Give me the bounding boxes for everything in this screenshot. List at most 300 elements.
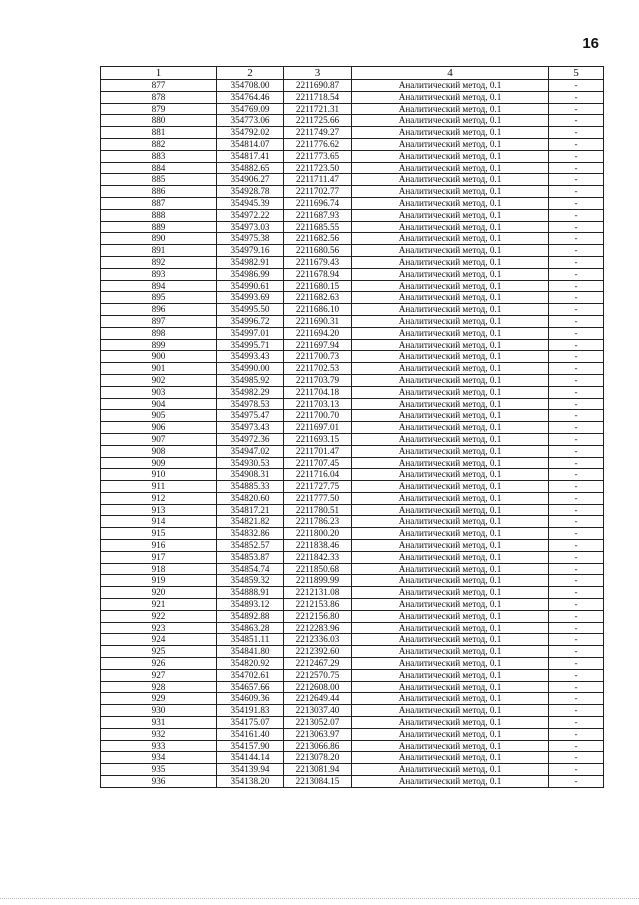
point-number-cell: 936 [101, 776, 217, 788]
point-number-cell: 921 [101, 599, 217, 611]
point-number-cell: 884 [101, 162, 217, 174]
y-coordinate-cell: 2211682.56 [284, 233, 352, 245]
table-row [101, 752, 604, 764]
note-cell: - [549, 504, 604, 516]
point-number-cell: 880 [101, 115, 217, 127]
table-row [101, 469, 604, 481]
table-row [101, 268, 604, 280]
method-accuracy-cell: Аналитический метод, 0.1 [352, 610, 549, 622]
y-coordinate-cell: 2211687.93 [284, 209, 352, 221]
table-row [101, 693, 604, 705]
y-coordinate-cell: 2212283.96 [284, 622, 352, 634]
y-coordinate-cell: 2211716.04 [284, 469, 352, 481]
note-cell: - [549, 410, 604, 422]
x-coordinate-cell: 354972.36 [217, 433, 284, 445]
y-coordinate-cell: 2212153.86 [284, 599, 352, 611]
header-col-4: 4 [352, 67, 549, 80]
table-row [101, 150, 604, 162]
table-row [101, 540, 604, 552]
note-cell: - [549, 610, 604, 622]
y-coordinate-cell: 2211704.18 [284, 386, 352, 398]
method-accuracy-cell: Аналитический метод, 0.1 [352, 162, 549, 174]
method-accuracy-cell: Аналитический метод, 0.1 [352, 622, 549, 634]
method-accuracy-cell: Аналитический метод, 0.1 [352, 280, 549, 292]
method-accuracy-cell: Аналитический метод, 0.1 [352, 233, 549, 245]
y-coordinate-cell: 2211749.27 [284, 127, 352, 139]
note-cell: - [549, 245, 604, 257]
x-coordinate-cell: 354708.00 [217, 80, 284, 92]
method-accuracy-cell: Аналитический метод, 0.1 [352, 115, 549, 127]
note-cell: - [549, 705, 604, 717]
y-coordinate-cell: 2211702.53 [284, 363, 352, 375]
x-coordinate-cell: 354817.21 [217, 504, 284, 516]
note-cell: - [549, 587, 604, 599]
method-accuracy-cell: Аналитический метод, 0.1 [352, 422, 549, 434]
method-accuracy-cell: Аналитический метод, 0.1 [352, 197, 549, 209]
method-accuracy-cell: Аналитический метод, 0.1 [352, 681, 549, 693]
x-coordinate-cell: 354852.57 [217, 540, 284, 552]
y-coordinate-cell: 2211718.54 [284, 91, 352, 103]
note-cell: - [549, 256, 604, 268]
x-coordinate-cell: 354997.01 [217, 327, 284, 339]
note-cell: - [549, 622, 604, 634]
y-coordinate-cell: 2211700.73 [284, 351, 352, 363]
point-number-cell: 894 [101, 280, 217, 292]
method-accuracy-cell: Аналитический метод, 0.1 [352, 186, 549, 198]
point-number-cell: 897 [101, 315, 217, 327]
method-accuracy-cell: Аналитический метод, 0.1 [352, 776, 549, 788]
point-number-cell: 883 [101, 150, 217, 162]
y-coordinate-cell: 2211786.23 [284, 516, 352, 528]
table-row [101, 504, 604, 516]
y-coordinate-cell: 2212392.60 [284, 646, 352, 658]
note-cell: - [549, 115, 604, 127]
point-number-cell: 896 [101, 304, 217, 316]
point-number-cell: 933 [101, 740, 217, 752]
table-row [101, 174, 604, 186]
table-row [101, 622, 604, 634]
x-coordinate-cell: 354792.02 [217, 127, 284, 139]
x-coordinate-cell: 354973.43 [217, 422, 284, 434]
x-coordinate-cell: 354995.50 [217, 304, 284, 316]
x-coordinate-cell: 354930.53 [217, 457, 284, 469]
point-number-cell: 879 [101, 103, 217, 115]
table-row [101, 740, 604, 752]
method-accuracy-cell: Аналитический метод, 0.1 [352, 717, 549, 729]
table-row [101, 658, 604, 670]
method-accuracy-cell: Аналитический метод, 0.1 [352, 410, 549, 422]
y-coordinate-cell: 2211773.65 [284, 150, 352, 162]
point-number-cell: 909 [101, 457, 217, 469]
x-coordinate-cell: 354990.61 [217, 280, 284, 292]
y-coordinate-cell: 2211697.01 [284, 422, 352, 434]
point-number-cell: 923 [101, 622, 217, 634]
y-coordinate-cell: 2213081.94 [284, 764, 352, 776]
point-number-cell: 895 [101, 292, 217, 304]
method-accuracy-cell: Аналитический метод, 0.1 [352, 693, 549, 705]
table-row [101, 339, 604, 351]
x-coordinate-cell: 354972.22 [217, 209, 284, 221]
y-coordinate-cell: 2211701.47 [284, 445, 352, 457]
note-cell: - [549, 327, 604, 339]
table-row [101, 422, 604, 434]
note-cell: - [549, 764, 604, 776]
method-accuracy-cell: Аналитический метод, 0.1 [352, 138, 549, 150]
point-number-cell: 914 [101, 516, 217, 528]
method-accuracy-cell: Аналитический метод, 0.1 [352, 209, 549, 221]
note-cell: - [549, 221, 604, 233]
x-coordinate-cell: 354982.29 [217, 386, 284, 398]
method-accuracy-cell: Аналитический метод, 0.1 [352, 374, 549, 386]
x-coordinate-cell: 354820.92 [217, 658, 284, 670]
y-coordinate-cell: 2211707.45 [284, 457, 352, 469]
note-cell: - [549, 398, 604, 410]
y-coordinate-cell: 2213063.97 [284, 728, 352, 740]
note-cell: - [549, 197, 604, 209]
table-row [101, 610, 604, 622]
table-row [101, 528, 604, 540]
point-number-cell: 878 [101, 91, 217, 103]
x-coordinate-cell: 354764.46 [217, 91, 284, 103]
x-coordinate-cell: 354973.03 [217, 221, 284, 233]
note-cell: - [549, 646, 604, 658]
note-cell: - [549, 728, 604, 740]
table-row [101, 634, 604, 646]
note-cell: - [549, 233, 604, 245]
note-cell: - [549, 575, 604, 587]
x-coordinate-cell: 354993.43 [217, 351, 284, 363]
note-cell: - [549, 717, 604, 729]
note-cell: - [549, 268, 604, 280]
table-row [101, 292, 604, 304]
method-accuracy-cell: Аналитический метод, 0.1 [352, 669, 549, 681]
note-cell: - [549, 445, 604, 457]
table-row [101, 445, 604, 457]
method-accuracy-cell: Аналитический метод, 0.1 [352, 563, 549, 575]
note-cell: - [549, 752, 604, 764]
table-header-row [101, 67, 604, 80]
x-coordinate-cell: 354702.61 [217, 669, 284, 681]
note-cell: - [549, 776, 604, 788]
table-body [101, 80, 604, 788]
x-coordinate-cell: 354814.07 [217, 138, 284, 150]
y-coordinate-cell: 2211702.77 [284, 186, 352, 198]
note-cell: - [549, 209, 604, 221]
table-row [101, 457, 604, 469]
point-number-cell: 930 [101, 705, 217, 717]
y-coordinate-cell: 2211780.51 [284, 504, 352, 516]
point-number-cell: 899 [101, 339, 217, 351]
note-cell: - [549, 103, 604, 115]
x-coordinate-cell: 354191.83 [217, 705, 284, 717]
method-accuracy-cell: Аналитический метод, 0.1 [352, 764, 549, 776]
point-number-cell: 916 [101, 540, 217, 552]
y-coordinate-cell: 2213066.86 [284, 740, 352, 752]
y-coordinate-cell: 2211686.10 [284, 304, 352, 316]
method-accuracy-cell: Аналитический метод, 0.1 [352, 174, 549, 186]
table-row [101, 728, 604, 740]
table-row [101, 776, 604, 788]
x-coordinate-cell: 354773.06 [217, 115, 284, 127]
y-coordinate-cell: 2211842.33 [284, 551, 352, 563]
note-cell: - [549, 481, 604, 493]
x-coordinate-cell: 354985.92 [217, 374, 284, 386]
x-coordinate-cell: 354947.02 [217, 445, 284, 457]
note-cell: - [549, 516, 604, 528]
table-row [101, 433, 604, 445]
x-coordinate-cell: 354906.27 [217, 174, 284, 186]
y-coordinate-cell: 2213078.20 [284, 752, 352, 764]
point-number-cell: 934 [101, 752, 217, 764]
x-coordinate-cell: 354609.36 [217, 693, 284, 705]
point-number-cell: 891 [101, 245, 217, 257]
method-accuracy-cell: Аналитический метод, 0.1 [352, 339, 549, 351]
y-coordinate-cell: 2211777.50 [284, 492, 352, 504]
x-coordinate-cell: 354908.31 [217, 469, 284, 481]
method-accuracy-cell: Аналитический метод, 0.1 [352, 445, 549, 457]
y-coordinate-cell: 2211680.15 [284, 280, 352, 292]
table-row [101, 575, 604, 587]
method-accuracy-cell: Аналитический метод, 0.1 [352, 457, 549, 469]
method-accuracy-cell: Аналитический метод, 0.1 [352, 646, 549, 658]
method-accuracy-cell: Аналитический метод, 0.1 [352, 103, 549, 115]
table-row [101, 91, 604, 103]
note-cell: - [549, 304, 604, 316]
table-row [101, 363, 604, 375]
note-cell: - [549, 174, 604, 186]
method-accuracy-cell: Аналитический метод, 0.1 [352, 398, 549, 410]
point-number-cell: 886 [101, 186, 217, 198]
y-coordinate-cell: 2211703.79 [284, 374, 352, 386]
header-col-5: 5 [549, 67, 604, 80]
point-number-cell: 893 [101, 268, 217, 280]
x-coordinate-cell: 354157.90 [217, 740, 284, 752]
x-coordinate-cell: 354975.38 [217, 233, 284, 245]
y-coordinate-cell: 2211696.74 [284, 197, 352, 209]
table-row [101, 127, 604, 139]
point-number-cell: 935 [101, 764, 217, 776]
y-coordinate-cell: 2212570.75 [284, 669, 352, 681]
x-coordinate-cell: 354832.86 [217, 528, 284, 540]
point-number-cell: 898 [101, 327, 217, 339]
note-cell: - [549, 292, 604, 304]
table-row [101, 138, 604, 150]
x-coordinate-cell: 354144.14 [217, 752, 284, 764]
method-accuracy-cell: Аналитический метод, 0.1 [352, 150, 549, 162]
x-coordinate-cell: 354139.94 [217, 764, 284, 776]
note-cell: - [549, 433, 604, 445]
method-accuracy-cell: Аналитический метод, 0.1 [352, 516, 549, 528]
point-number-cell: 920 [101, 587, 217, 599]
x-coordinate-cell: 354769.09 [217, 103, 284, 115]
y-coordinate-cell: 2211697.94 [284, 339, 352, 351]
table-row [101, 304, 604, 316]
y-coordinate-cell: 2211690.31 [284, 315, 352, 327]
point-number-cell: 932 [101, 728, 217, 740]
table-row [101, 551, 604, 563]
method-accuracy-cell: Аналитический метод, 0.1 [352, 540, 549, 552]
y-coordinate-cell: 2212156.80 [284, 610, 352, 622]
point-number-cell: 882 [101, 138, 217, 150]
y-coordinate-cell: 2213084.15 [284, 776, 352, 788]
table-row [101, 516, 604, 528]
point-number-cell: 888 [101, 209, 217, 221]
table-row [101, 245, 604, 257]
method-accuracy-cell: Аналитический метод, 0.1 [352, 315, 549, 327]
y-coordinate-cell: 2211711.47 [284, 174, 352, 186]
method-accuracy-cell: Аналитический метод, 0.1 [352, 728, 549, 740]
table-row [101, 646, 604, 658]
note-cell: - [549, 563, 604, 575]
method-accuracy-cell: Аналитический метод, 0.1 [352, 80, 549, 92]
y-coordinate-cell: 2211725.66 [284, 115, 352, 127]
method-accuracy-cell: Аналитический метод, 0.1 [352, 492, 549, 504]
point-number-cell: 924 [101, 634, 217, 646]
point-number-cell: 887 [101, 197, 217, 209]
point-number-cell: 929 [101, 693, 217, 705]
x-coordinate-cell: 354175.07 [217, 717, 284, 729]
point-number-cell: 904 [101, 398, 217, 410]
x-coordinate-cell: 354986.99 [217, 268, 284, 280]
table-row [101, 563, 604, 575]
point-number-cell: 907 [101, 433, 217, 445]
y-coordinate-cell: 2211723.50 [284, 162, 352, 174]
x-coordinate-cell: 354975.47 [217, 410, 284, 422]
page-number: 16 [582, 35, 599, 52]
note-cell: - [549, 351, 604, 363]
note-cell: - [549, 669, 604, 681]
note-cell: - [549, 634, 604, 646]
table-row [101, 80, 604, 92]
point-number-cell: 927 [101, 669, 217, 681]
x-coordinate-cell: 354817.41 [217, 150, 284, 162]
table-row [101, 315, 604, 327]
table-row [101, 764, 604, 776]
note-cell: - [549, 681, 604, 693]
note-cell: - [549, 127, 604, 139]
x-coordinate-cell: 354892.88 [217, 610, 284, 622]
method-accuracy-cell: Аналитический метод, 0.1 [352, 575, 549, 587]
point-number-cell: 919 [101, 575, 217, 587]
x-coordinate-cell: 354882.65 [217, 162, 284, 174]
table-row [101, 587, 604, 599]
y-coordinate-cell: 2213052.07 [284, 717, 352, 729]
point-number-cell: 901 [101, 363, 217, 375]
table-row [101, 398, 604, 410]
method-accuracy-cell: Аналитический метод, 0.1 [352, 433, 549, 445]
point-number-cell: 903 [101, 386, 217, 398]
x-coordinate-cell: 354821.82 [217, 516, 284, 528]
y-coordinate-cell: 2211776.62 [284, 138, 352, 150]
table-row [101, 374, 604, 386]
point-number-cell: 910 [101, 469, 217, 481]
x-coordinate-cell: 354990.00 [217, 363, 284, 375]
table-row [101, 386, 604, 398]
y-coordinate-cell: 2212131.08 [284, 587, 352, 599]
x-coordinate-cell: 354820.60 [217, 492, 284, 504]
table-row [101, 351, 604, 363]
point-number-cell: 915 [101, 528, 217, 540]
x-coordinate-cell: 354841.80 [217, 646, 284, 658]
table-row [101, 669, 604, 681]
x-coordinate-cell: 354928.78 [217, 186, 284, 198]
method-accuracy-cell: Аналитический метод, 0.1 [352, 221, 549, 233]
point-number-cell: 912 [101, 492, 217, 504]
point-number-cell: 877 [101, 80, 217, 92]
method-accuracy-cell: Аналитический метод, 0.1 [352, 127, 549, 139]
y-coordinate-cell: 2211680.56 [284, 245, 352, 257]
method-accuracy-cell: Аналитический метод, 0.1 [352, 304, 549, 316]
method-accuracy-cell: Аналитический метод, 0.1 [352, 327, 549, 339]
note-cell: - [549, 374, 604, 386]
y-coordinate-cell: 2212336.03 [284, 634, 352, 646]
method-accuracy-cell: Аналитический метод, 0.1 [352, 658, 549, 670]
method-accuracy-cell: Аналитический метод, 0.1 [352, 634, 549, 646]
y-coordinate-cell: 2211700.70 [284, 410, 352, 422]
note-cell: - [549, 162, 604, 174]
table-row [101, 256, 604, 268]
point-number-cell: 925 [101, 646, 217, 658]
table-row [101, 599, 604, 611]
y-coordinate-cell: 2211838.46 [284, 540, 352, 552]
table-row [101, 162, 604, 174]
method-accuracy-cell: Аналитический метод, 0.1 [352, 386, 549, 398]
note-cell: - [549, 469, 604, 481]
note-cell: - [549, 150, 604, 162]
point-number-cell: 928 [101, 681, 217, 693]
note-cell: - [549, 138, 604, 150]
table-row [101, 197, 604, 209]
method-accuracy-cell: Аналитический метод, 0.1 [352, 256, 549, 268]
y-coordinate-cell: 2211727.75 [284, 481, 352, 493]
point-number-cell: 905 [101, 410, 217, 422]
point-number-cell: 902 [101, 374, 217, 386]
note-cell: - [549, 540, 604, 552]
y-coordinate-cell: 2211703.13 [284, 398, 352, 410]
note-cell: - [549, 492, 604, 504]
x-coordinate-cell: 354138.20 [217, 776, 284, 788]
y-coordinate-cell: 2212608.00 [284, 681, 352, 693]
point-number-cell: 911 [101, 481, 217, 493]
header-col-1: 1 [101, 67, 217, 80]
method-accuracy-cell: Аналитический метод, 0.1 [352, 91, 549, 103]
note-cell: - [549, 363, 604, 375]
note-cell: - [549, 457, 604, 469]
page-bottom-edge [0, 898, 639, 900]
table-row [101, 705, 604, 717]
note-cell: - [549, 339, 604, 351]
x-coordinate-cell: 354863.28 [217, 622, 284, 634]
table-row [101, 717, 604, 729]
method-accuracy-cell: Аналитический метод, 0.1 [352, 292, 549, 304]
x-coordinate-cell: 354859.32 [217, 575, 284, 587]
method-accuracy-cell: Аналитический метод, 0.1 [352, 740, 549, 752]
note-cell: - [549, 280, 604, 292]
y-coordinate-cell: 2212649.44 [284, 693, 352, 705]
x-coordinate-cell: 354851.11 [217, 634, 284, 646]
x-coordinate-cell: 354993.69 [217, 292, 284, 304]
point-number-cell: 926 [101, 658, 217, 670]
header-col-2: 2 [217, 67, 284, 80]
note-cell: - [549, 386, 604, 398]
point-number-cell: 890 [101, 233, 217, 245]
method-accuracy-cell: Аналитический метод, 0.1 [352, 587, 549, 599]
point-number-cell: 918 [101, 563, 217, 575]
method-accuracy-cell: Аналитический метод, 0.1 [352, 705, 549, 717]
table-row [101, 410, 604, 422]
y-coordinate-cell: 2211694.20 [284, 327, 352, 339]
table-row [101, 221, 604, 233]
